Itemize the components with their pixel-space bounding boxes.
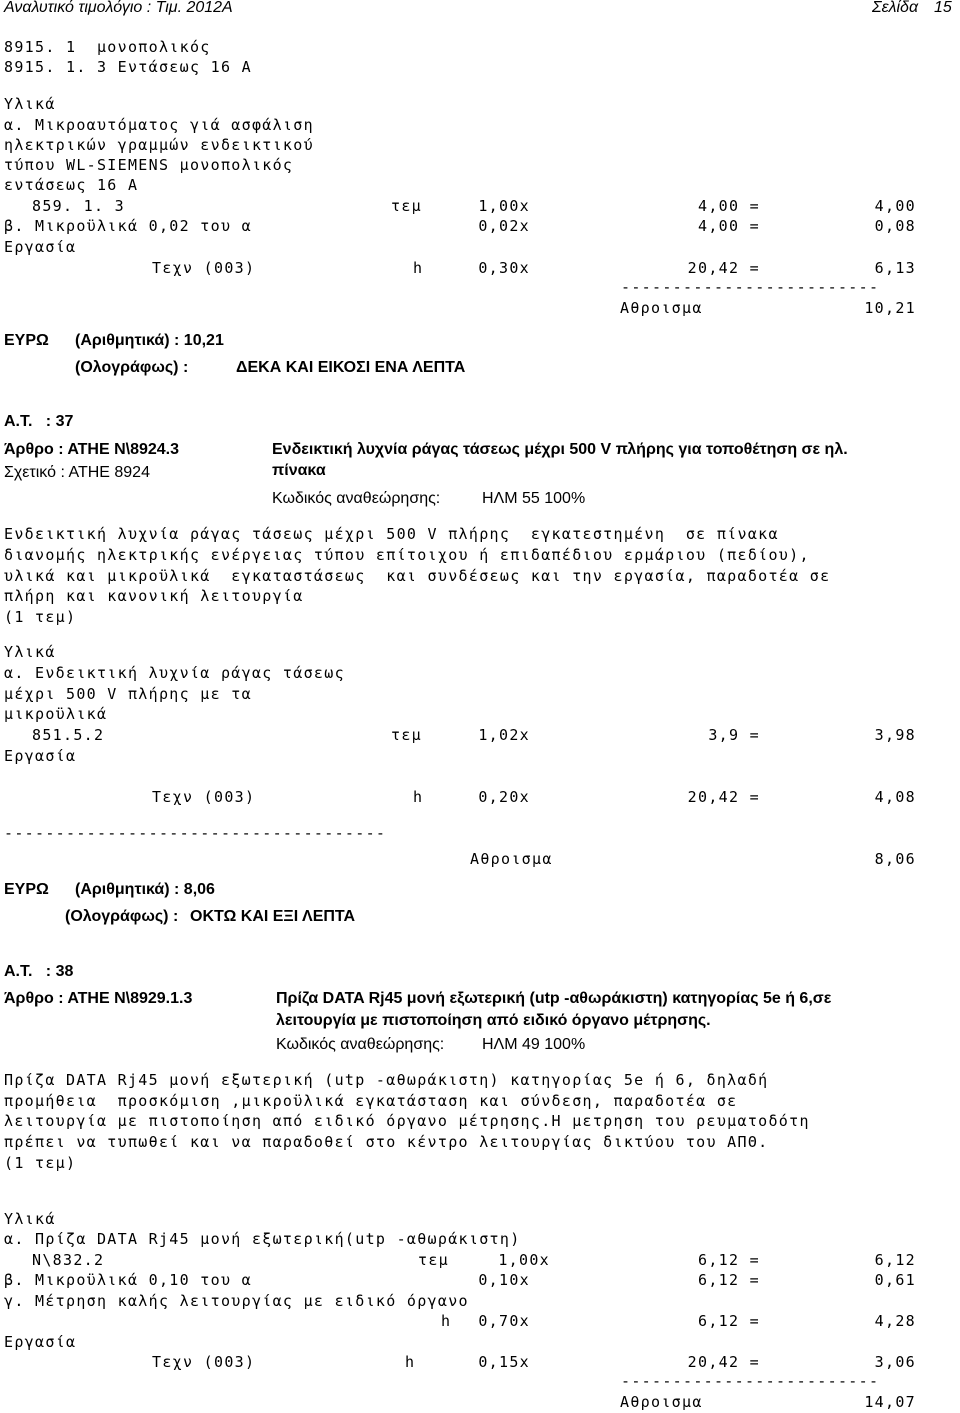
line-total: 0,08 xyxy=(874,217,916,235)
item-title: λειτουργία με πιστοποίηση από ειδικό όργανο μέτρησης. xyxy=(276,1012,711,1029)
article-code: Άρθρο : ΑΤΗΕ Ν\8924.3 xyxy=(4,441,180,458)
price-numeric: (Αριθμητικά) : 8,06 xyxy=(75,881,215,898)
unit-note: (1 τεμ) xyxy=(4,608,77,626)
document-title: Αναλυτικό τιμολόγιο : Τιμ. 2012Α xyxy=(4,0,233,16)
line-total: 3,06 xyxy=(874,1353,916,1371)
line-total: 6,13 xyxy=(874,259,916,277)
labour-desc: Τεχν (003) xyxy=(152,1353,256,1371)
price-words: ΔΕΚΑ ΚΑΙ ΕΙΚΟΣΙ ΕΝΑ ΛΕΠΤΑ xyxy=(236,359,466,376)
labour-label: Εργασία xyxy=(4,1333,77,1351)
unit-price: 6,12 = xyxy=(698,1312,760,1330)
description-line: προμήθεια προσκόμιση ,μικροϋλικά εγκατάσταση και σύνδεση, παραδοτέα σε xyxy=(4,1092,738,1110)
currency-label: ΕΥΡΩ xyxy=(4,332,49,349)
material-desc: μέχρι 500 V πλήρης με τα xyxy=(4,685,252,703)
labour-desc: Τεχν (003) xyxy=(152,259,256,277)
description-line: πρέπει να τυπωθεί και να παραδοθεί στο κέντρο λειτουργίας δικτύου του ΑΠΘ. xyxy=(4,1133,769,1151)
article-code: Άρθρο : ΑΤΗΕ Ν\8929.1.3 xyxy=(4,990,193,1007)
unit: τεμ xyxy=(391,726,422,744)
line-total: 3,98 xyxy=(874,726,916,744)
quantity: 1,00x xyxy=(478,197,530,215)
unit-price: 3,9 = xyxy=(708,726,760,744)
revision-value: ΗΛΜ 49 100% xyxy=(482,1036,586,1053)
materials-label: Υλικά xyxy=(4,643,56,661)
item-number: Α.Τ. : 37 xyxy=(4,413,74,430)
description-line: διανομής ηλεκτρικής ενέργειας τύπου επίτοιχου ή επιδαπέδιου ερμάριου (πεδίου), xyxy=(4,546,810,564)
description-line: Ενδεικτική λυχνία ράγας τάσεως μέχρι 500 V πλήρης εγκατεστημένη σε πίνακα xyxy=(4,525,779,543)
unit-price: 20,42 = xyxy=(687,259,760,277)
price-numeric: (Αριθμητικά) : 10,21 xyxy=(75,332,224,349)
prev-code-line: 8915. 1 μονοπολικός xyxy=(4,38,211,56)
unit: h xyxy=(413,788,424,806)
sum-label: Αθροισμα xyxy=(620,299,703,317)
sum-separator: ------------------------------------- xyxy=(4,824,387,842)
labour-label: Εργασία xyxy=(4,747,77,765)
labour-desc: Τεχν (003) xyxy=(152,788,256,806)
material-desc: α. Ενδεικτική λυχνία ράγας τάσεως xyxy=(4,664,345,682)
material-desc: α. Πρίζα DATA Rj45 μονή εξωτερική(utp -αθωράκιστη) xyxy=(4,1230,521,1248)
sum-label: Αθροισμα xyxy=(620,1393,703,1411)
labour-label: Εργασία xyxy=(4,238,77,256)
material-desc: γ. Μέτρηση καλής λειτουργίας με ειδικό όργανο xyxy=(4,1292,469,1310)
line-total: 4,28 xyxy=(874,1312,916,1330)
material-desc: α. Μικροαυτόματος γιά ασφάλιση xyxy=(4,116,314,134)
unit: τεμ xyxy=(418,1251,449,1269)
sum-separator: ------------------------- xyxy=(621,1372,880,1390)
sum-label: Αθροισμα xyxy=(470,850,553,868)
unit-price: 4,00 = xyxy=(698,217,760,235)
unit-price: 6,12 = xyxy=(698,1251,760,1269)
unit-price: 4,00 = xyxy=(698,197,760,215)
material-desc: εντάσεως 16 Α xyxy=(4,176,139,194)
material-desc: τύπου WL-SIEMENS μονοπολικός xyxy=(4,156,294,174)
description-line: λειτουργία με πιστοποίηση από ειδικό όργανο μέτρησης.Η μετρηση του ρευματοδότη xyxy=(4,1112,810,1130)
sum-value: 14,07 xyxy=(864,1393,916,1411)
item-number: Α.Τ. : 38 xyxy=(4,963,74,980)
related-code: Σχετικό : ΑΤΗΕ 8924 xyxy=(4,464,150,481)
unit-price: 20,42 = xyxy=(687,1353,760,1371)
revision-label: Κωδικός αναθεώρησης: xyxy=(272,490,441,507)
unit: τεμ xyxy=(391,197,422,215)
unit-note: (1 τεμ) xyxy=(4,1154,77,1172)
item-title: Πρίζα DATA Rj45 μονή εξωτερική (utp -αθωράκιστη) κατηγορίας 5e ή 6,σε xyxy=(276,990,832,1007)
unit-price: 20,42 = xyxy=(687,788,760,806)
quantity: 1,00x xyxy=(498,1251,550,1269)
line-total: 0,61 xyxy=(874,1271,916,1289)
material-desc: β. Μικροϋλικά 0,10 του α xyxy=(4,1271,252,1289)
materials-label: Υλικά xyxy=(4,1210,56,1228)
unit: h xyxy=(413,259,424,277)
quantity: 0,20x xyxy=(478,788,530,806)
price-words-label: (Ολογράφως) : xyxy=(75,359,189,376)
quantity: 0,02x xyxy=(478,217,530,235)
description-line: Πρίζα DATA Rj45 μονή εξωτερική (utp -αθωράκιστη) κατηγορίας 5e ή 6, δηλαδή xyxy=(4,1071,769,1089)
unit: h xyxy=(405,1353,416,1371)
material-code: 851.5.2 xyxy=(32,726,105,744)
revision-value: ΗΛΜ 55 100% xyxy=(482,490,586,507)
material-code: Ν\832.2 xyxy=(32,1251,105,1269)
price-words-label: (Ολογράφως) : xyxy=(65,908,179,925)
material-code: 859. 1. 3 xyxy=(32,197,125,215)
quantity: 0,30x xyxy=(478,259,530,277)
quantity: 0,15x xyxy=(478,1353,530,1371)
material-desc: μικροϋλικά xyxy=(4,705,108,723)
line-total: 4,00 xyxy=(874,197,916,215)
description-line: πλήρη και κανονική λειτουργία xyxy=(4,587,304,605)
revision-label: Κωδικός αναθεώρησης: xyxy=(276,1036,445,1053)
page-label: Σελίδα xyxy=(872,0,919,16)
material-desc: β. Μικροϋλικά 0,02 του α xyxy=(4,217,252,235)
sum-value: 10,21 xyxy=(864,299,916,317)
line-total: 6,12 xyxy=(874,1251,916,1269)
page-number: 15 xyxy=(934,0,952,16)
line-total: 4,08 xyxy=(874,788,916,806)
price-words: ΟΚΤΩ ΚΑΙ ΕΞΙ ΛΕΠΤΑ xyxy=(190,908,356,925)
item-title: πίνακα xyxy=(272,462,326,479)
prev-code-line: 8915. 1. 3 Εντάσεως 16 Α xyxy=(4,58,252,76)
quantity: 0,70x xyxy=(478,1312,530,1330)
quantity: 0,10x xyxy=(478,1271,530,1289)
unit: h xyxy=(441,1312,452,1330)
materials-label: Υλικά xyxy=(4,95,56,113)
material-desc: ηλεκτρικών γραμμών ενδεικτικού xyxy=(4,136,314,154)
quantity: 1,02x xyxy=(478,726,530,744)
currency-label: ΕΥΡΩ xyxy=(4,881,49,898)
sum-separator: ------------------------- xyxy=(621,278,880,296)
description-line: υλικά και μικροϋλικά εγκαταστάσεως και συνδέσεως και την εργασία, παραδοτέα σε xyxy=(4,567,831,585)
sum-value: 8,06 xyxy=(874,850,916,868)
item-title: Ενδεικτική λυχνία ράγας τάσεως μέχρι 500 V πλήρης για τοποθέτηση σε ηλ. xyxy=(272,441,848,458)
unit-price: 6,12 = xyxy=(698,1271,760,1289)
